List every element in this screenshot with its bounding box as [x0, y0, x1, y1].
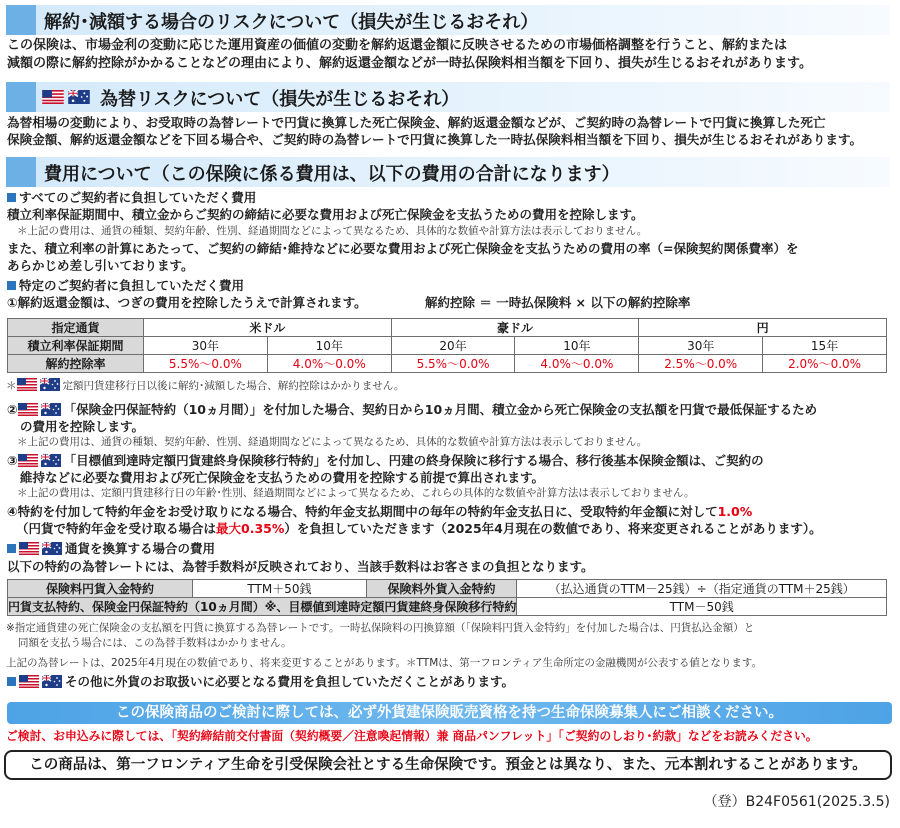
section-title: 解約･減額する場合のリスクについて（損失が生じるおそれ） — [44, 12, 539, 33]
currency-jpy: 円 — [639, 319, 887, 337]
paragraph: また、積立利率の計算にあたって、ご契約の締結･維持などに必要な費用および死亡保険金を支払うための費用の率（=保険契約関係費率）を — [7, 241, 799, 256]
subheading-specific-contracts — [7, 277, 244, 294]
header-accent-bar — [6, 5, 36, 35]
item-text: 「目標値到達時定額円貨建終身保険移行特約」を付加し、円建の終身保険に移行する場合、移行後基本保険金額は、ご契約の — [63, 453, 764, 468]
table-header: 円貨支払特約、保険金円保証特約（10ヵ月間）※、目標値到達時定額円貨建終身保険移行特約 — [8, 598, 517, 616]
square-bullet-icon — [7, 544, 16, 553]
formula: 解約控除 ＝ 一時払保険料 × 以下の解約控除率 — [425, 295, 691, 310]
table-header: 保険料外貨入金特約 — [366, 580, 517, 598]
section-title: 為替リスクについて（損失が生じるおそれ） — [100, 89, 460, 110]
table-header: 解約控除率 — [8, 355, 144, 373]
rate-cell: 5.5%〜0.0% — [391, 355, 515, 373]
paragraph: この保険は、市場金利の変動に応じた運用資産の価値の変動を解約返還金額に反映させるための市場価格調整を行うこと、解約または — [7, 38, 788, 53]
us-flag-icon — [42, 90, 64, 104]
au-flag-icon — [40, 378, 60, 391]
other-text: その他に外貨のお取扱いに必要となる費用を負担していただくことがあります。 — [65, 674, 515, 689]
item-3-cont: 維持などに必要な費用および死亡保険金を支払うための費用を控除する前提で算出されます。 — [20, 470, 545, 485]
period-cell: 30年 — [639, 337, 763, 355]
item-text: ）を負担していただきます（2025年4月現在の数値であり、将来変更されることがあります）。 — [284, 521, 822, 536]
paragraph: 積立利率保証期間中、積立金からご契約の締結に必要な費用および死亡保険金を支払うための費用を控除します。 — [7, 207, 644, 222]
consult-banner: この保険商品のご検討に際しては、必ず外貨建保険販売資格を持つ生命保険募集人にご相談ください。 — [7, 702, 892, 724]
subheading-text: 通貨を換算する場合の費用 — [65, 541, 216, 556]
us-flag-icon — [19, 675, 39, 688]
rate-cell: 2.0%〜0.0% — [763, 355, 887, 373]
table-header: 保険料円貨入金特約 — [8, 580, 193, 598]
item-4-cont — [16, 520, 822, 537]
square-bullet-icon — [7, 193, 16, 202]
section-header-cancel-risk — [6, 5, 890, 35]
rate-cell: 2.5%〜0.0% — [639, 355, 763, 373]
paragraph: 減額の際に解約控除がかかることなどの理由により、解約返還金額などが一時払保険料相当額を下回り、損失が生じるおそれがあります。 — [7, 56, 812, 71]
section-title: 費用について（この保険に係る費用は、以下の費用の合計になります） — [44, 164, 620, 185]
rate-cell: 4.0%〜0.0% — [515, 355, 639, 373]
period-cell: 15年 — [763, 337, 887, 355]
square-bullet-icon — [7, 677, 16, 686]
rate-highlight: 最大0.35% — [216, 521, 285, 536]
rate-cell: 4.0%〜0.0% — [267, 355, 391, 373]
section-header-fx-risk — [6, 82, 890, 112]
paragraph: 以下の特約の為替レートには、為替手数料が反映されており、当該手数料はお客さまの負担となります。 — [7, 559, 594, 574]
paragraph: 保険金額、解約返還金額などを下回る場合や、ご契約時の為替レートで円貨に換算した一時払保険料相当額を下回り、損失が生じるおそれがあります。 — [7, 132, 863, 147]
subheading-fx — [7, 540, 215, 557]
au-flag-icon — [42, 675, 62, 688]
period-cell: 10年 — [267, 337, 391, 355]
au-flag-icon — [42, 542, 62, 555]
table-header: 指定通貨 — [8, 319, 144, 337]
period-cell: 20年 — [391, 337, 515, 355]
us-flag-icon — [18, 403, 38, 416]
item-text: ④特約を付加して特約年金をお受け取りになる場合、特約年金支払期間中の毎年の特約年金支払日に、受取特約年金額に対して — [7, 504, 718, 519]
item-1: ①解約返還金額は、つぎの費用を控除したうえで計算されます。 — [7, 295, 367, 310]
us-flag-icon — [19, 542, 39, 555]
au-flag-icon — [41, 403, 61, 416]
table-note: ＊ 定額円貨建移行日以後に解約･減額した場合、解約控除はかかりません。 — [6, 380, 405, 392]
footnote: 同額を支払う場合には、この為替手数料はかかりません。 — [18, 637, 292, 649]
au-flag-icon — [68, 90, 90, 104]
item-text: 「保険金円保証特約（10ヵ月間）」を付加した場合、契約日から10ヵ月間、積立金から死亡保険金の支払額を円貨で最低保証するため — [63, 402, 818, 417]
header-accent-bar — [6, 82, 36, 112]
cancellation-rate-table — [7, 318, 887, 373]
au-flag-icon — [41, 454, 61, 467]
paragraph: あらかじめ差し引いております。 — [7, 258, 194, 273]
square-bullet-icon — [7, 281, 16, 290]
paragraph: 為替相場の変動により、お受取時の為替レートで円貨に換算した死亡保険金、解約返還金額などが、ご契約時の為替レートで円貨に換算した死亡 — [7, 115, 826, 130]
read-documents-notice: ご検討、お申込みに際しては、「契約締結前交付書面（契約概要／注意喚起情報）兼 商品パンフレット」「ご契約のしおり･約款」などをお読みください。 — [6, 729, 818, 743]
table-header: 積立利率保証期間 — [8, 337, 144, 355]
rate-cell: 5.5%〜0.0% — [144, 355, 268, 373]
item-text: （円貨で特約年金を受け取る場合は — [16, 521, 217, 536]
note-text: 定額円貨建移行日以後に解約･減額した場合、解約控除はかかりません。 — [62, 380, 405, 392]
footnote: ＊上記の費用は、通貨の種類、契約年齢、性別、経過期間などによって異なるため、具体的な数値や計算方法は表示しておりません。 — [17, 436, 648, 448]
registration-code: （登）B24F0561(2025.3.5) — [703, 794, 890, 810]
fx-cell: TTM＋50銭 — [193, 580, 367, 598]
other-costs — [7, 673, 514, 690]
subheading-all-contracts — [7, 189, 256, 206]
footnote: ※指定通貨建の死亡保険金の支払額を円貨に換算する為替レートです。一時払保険料の円換算額（「保険料円貨入金特約」を付加した場合は、円貨払込金額）と — [6, 622, 755, 634]
item-2: ② 「保険金円保証特約（10ヵ月間）」を付加した場合、契約日から10ヵ月間、積立金から死亡保険金の支払額を円貨で最低保証するため — [7, 402, 818, 417]
us-flag-icon — [17, 378, 37, 391]
currency-aud: 豪ドル — [391, 319, 639, 337]
item-4 — [7, 503, 752, 520]
us-flag-icon — [18, 454, 38, 467]
insurance-notice-box: この商品は、第一フロンティア生命を引受保険会社とする生命保険です。預金とは異なり、また、元本割れすることがあります。 — [4, 750, 892, 780]
subheading-text: すべてのご契約者に負担していただく費用 — [19, 190, 257, 205]
fx-cell: （払込通貨のTTM－25銭）÷（指定通貨のTTM＋25銭） — [517, 580, 887, 598]
period-cell: 10年 — [515, 337, 639, 355]
footnote: ＊上記の費用は、定額円貨建移行日の年齢･性別、経過期間などによって異なるため、これらの具体的な数値や計算方法は表示しておりません。 — [17, 487, 695, 499]
fx-rate-table — [7, 579, 887, 616]
period-cell: 30年 — [144, 337, 268, 355]
fx-cell: TTM－50銭 — [517, 598, 887, 616]
item-2-cont: の費用を控除します。 — [20, 419, 145, 434]
item-3: ③ 「目標値到達時定額円貨建終身保険移行特約」を付加し、円建の終身保険に移行する場合、移行後基本保険金額は、ご契約の — [7, 453, 764, 468]
footnote: 上記の為替レートは、2025年4月現在の数値であり、将来変更することがあります。＊TTMは、第一フロンティア生命所定の金融機関が公表する値となります。 — [6, 657, 763, 669]
subheading-text: 特定のご契約者に負担していただく費用 — [19, 278, 245, 293]
footnote: ＊上記の費用は、通貨の種類、契約年齢、性別、経過期間などによって異なるため、具体的な数値や計算方法は表示しておりません。 — [17, 225, 648, 237]
rate-highlight: 1.0% — [717, 504, 753, 519]
currency-usd: 米ドル — [144, 319, 392, 337]
header-accent-bar — [6, 157, 36, 187]
section-header-costs — [6, 157, 890, 187]
